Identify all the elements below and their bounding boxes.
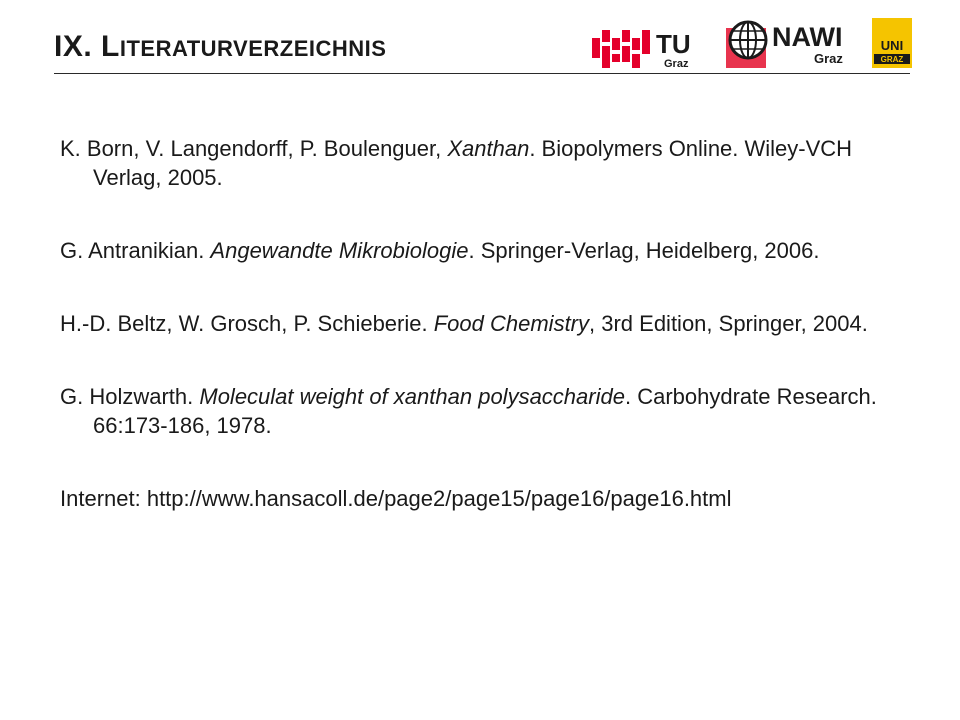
title-smallcaps: ITERATURVERZEICHNIS	[119, 36, 387, 61]
reference-title: Food Chemistry	[433, 311, 590, 336]
tu-sub-text: Graz	[664, 58, 689, 70]
title-prefix: IX.	[54, 30, 93, 63]
reference-authors: G. Antranikian.	[60, 238, 211, 263]
reference-source: . Carbohydrate Research. 66:173-186, 1978.	[93, 384, 877, 438]
reference-title: Xanthan	[447, 136, 530, 161]
reference-title: Angewandte Mikrobiologie	[210, 238, 469, 263]
reference-authors: K. Born, V. Langendorff, P. Boulenguer,	[60, 136, 448, 161]
reference-source: , 3rd Edition, Springer, 2004.	[589, 311, 868, 336]
uni-graz-logo	[872, 18, 912, 68]
reference-url: http://www.hansacoll.de/page2/page15/page16/page16.html	[140, 486, 732, 511]
reference-label: Internet:	[60, 486, 141, 511]
reference-item	[60, 309, 920, 338]
page-title	[54, 30, 386, 64]
nawi-text: NAWI	[772, 22, 843, 52]
tu-text: TU	[656, 29, 691, 59]
title-initial: L	[101, 30, 120, 63]
reference-item	[60, 382, 920, 440]
tu-graz-logo	[590, 16, 712, 72]
reference-title: Moleculat weight of xanthan polysaccharide	[199, 384, 625, 409]
header-divider	[54, 73, 910, 74]
logo-bar	[590, 16, 920, 72]
nawi-graz-logo	[724, 16, 862, 72]
reference-item	[60, 484, 920, 513]
reference-item	[60, 236, 920, 265]
reference-authors: G. Holzwarth.	[60, 384, 200, 409]
nawi-sub-text: Graz	[814, 51, 843, 66]
reference-item	[60, 134, 920, 192]
reference-authors: H.-D. Beltz, W. Grosch, P. Schieberie.	[60, 311, 434, 336]
reference-source: . Springer-Verlag, Heidelberg, 2006.	[468, 238, 820, 263]
reference-list	[60, 134, 920, 557]
uni-sub-text: GRAZ	[880, 55, 904, 64]
uni-text: UNI	[880, 38, 904, 53]
reference-source: . Biopolymers Online. Wiley-VCH Verlag, 2005.	[93, 136, 853, 190]
